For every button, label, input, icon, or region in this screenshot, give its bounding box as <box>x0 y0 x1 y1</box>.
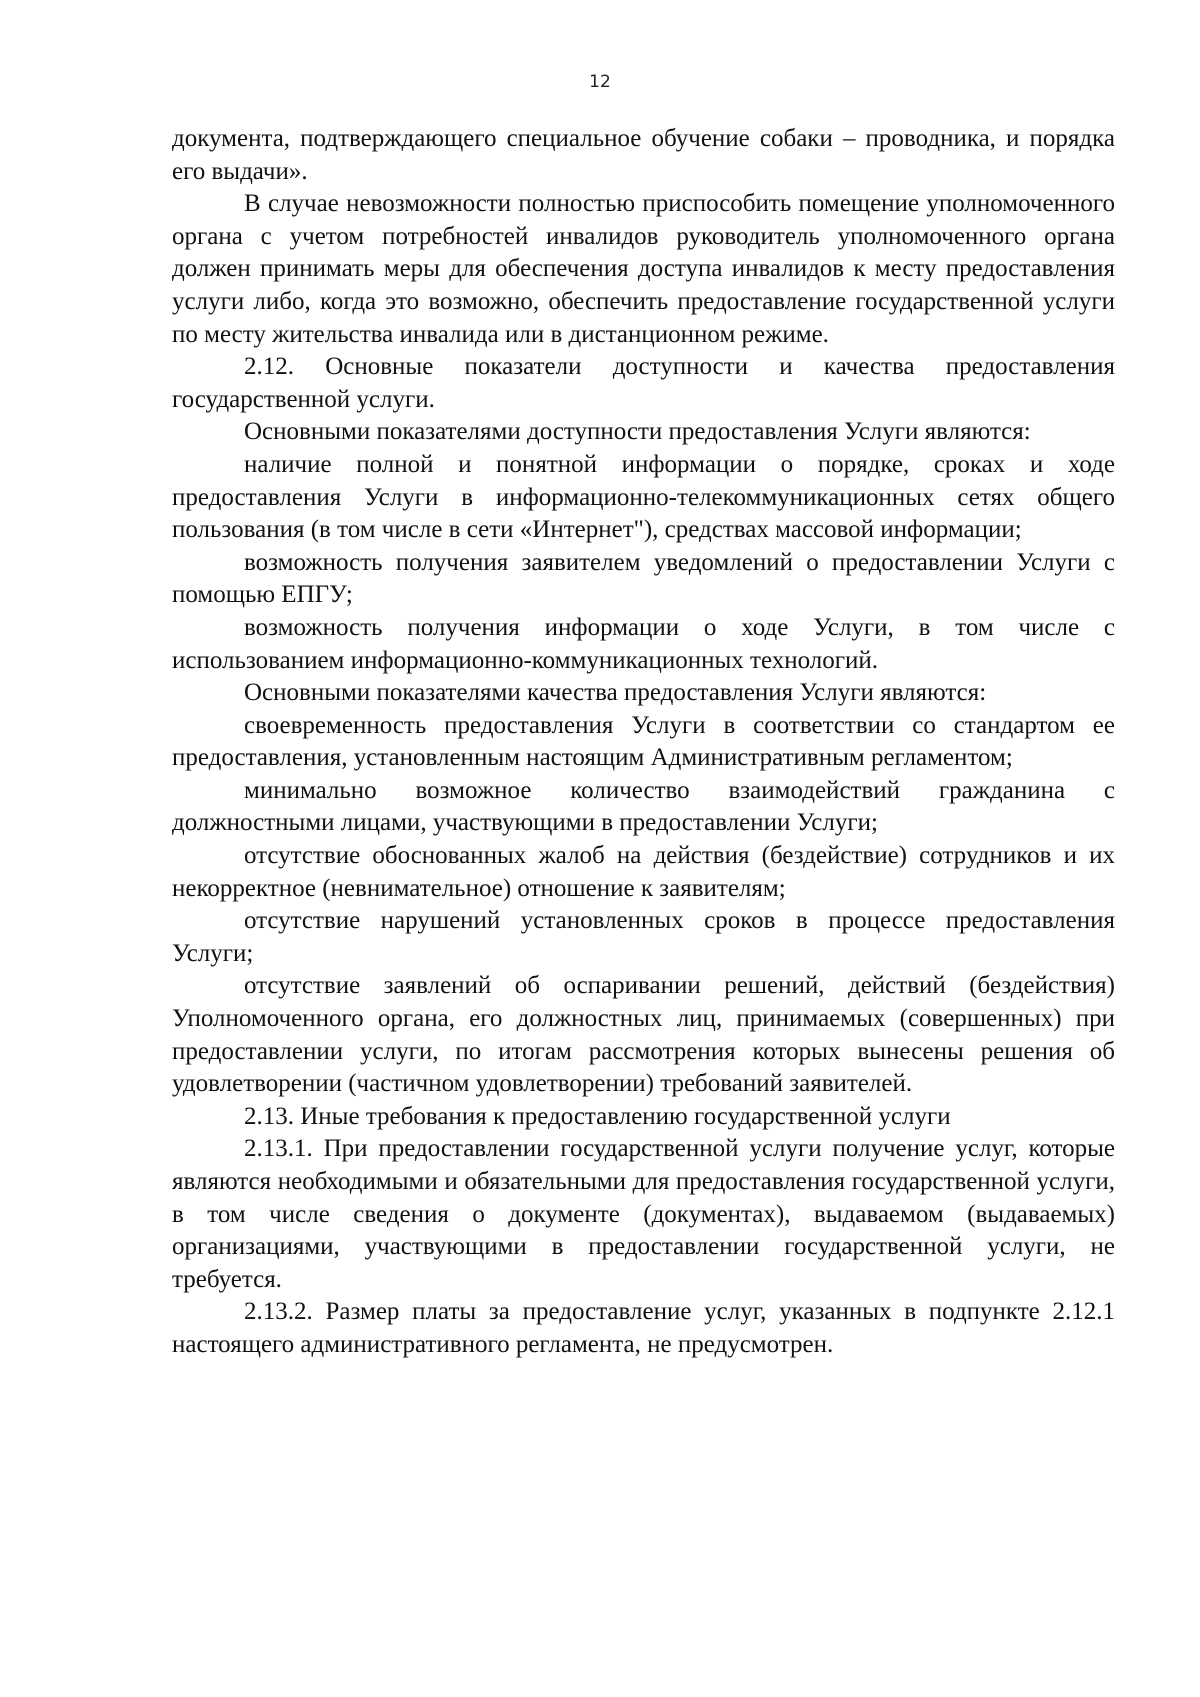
list-item: отсутствие нарушений установленных сроков в процессе предоставления Услуги; <box>172 907 1115 967</box>
list-item: возможность получения заявителем уведомлений о предоставлении Услуги с помощью ЕПГУ; <box>172 548 1115 609</box>
document-body <box>172 123 1115 1362</box>
list-item: возможность получения информации о ходе Услуги, в том числе с использованием информационно-коммуникационных технологий. <box>172 613 1115 674</box>
list-item: минимально возможное количество взаимодействий гражданина с должностными лицами, участвующими в предоставлении Услуги; <box>172 776 1115 837</box>
list-item: наличие полной и понятной информации о порядке, сроках и ходе предоставления Услуги в информационно-телекоммуникационных сетях общего пользования (в том числе в сети «Интернет"), средствах массовой информации; <box>172 450 1115 544</box>
paragraph-continuation: документа, подтверждающего специальное обучение собаки – проводника, и порядка его выдачи». <box>172 125 1115 185</box>
paragraph: Основными показателями качества предоставления Услуги являются: <box>244 679 987 707</box>
section-heading-2-13: 2.13. Иные требования к предоставлению государственной услуги <box>244 1102 951 1130</box>
list-item: отсутствие обоснованных жалоб на действия (бездействие) сотрудников и их некорректное (невнимательное) отношение к заявителям; <box>172 842 1115 902</box>
paragraph: В случае невозможности полностью приспособить помещение уполномоченного органа с учетом потребностей инвалидов руководитель уполномоченного органа должен принимать меры для обеспечения доступа инвалидов к месту предоставления услуги либо, когда это возможно, обеспечить предоставление государственной услуги по месту жительства инвалида или в дистанционном режиме. <box>172 190 1115 348</box>
list-item: своевременность предоставления Услуги в соответствии со стандартом ее предоставления, установленным настоящим Административным регламентом; <box>172 711 1115 772</box>
page-number: 12 <box>589 72 611 92</box>
list-item: отсутствие заявлений об оспаривании решений, действий (бездействия) Уполномоченного органа, его должностных лиц, принимаемых (совершенных) при предоставлении услуги, по итогам рассмотрения которых вынесены решения об удовлетворении (частичном удовлетворении) требований заявителей. <box>172 972 1115 1098</box>
paragraph: Основными показателями доступности предоставления Услуги являются: <box>244 418 1031 446</box>
section-heading-2-12: 2.12. Основные показатели доступности и качества предоставления государственной услуги. <box>172 353 1115 413</box>
subsection-2-13-2: 2.13.2. Размер платы за предоставление услуг, указанных в подпункте 2.12.1 настоящего административного регламента, не предусмотрен. <box>172 1298 1115 1358</box>
subsection-2-13-1: 2.13.1. При предоставлении государственной услуги получение услуг, которые являются необходимыми и обязательными для предоставления государственной услуги, в том числе сведения о документе (документах), выдаваемом (выдаваемых) организациями, участвующими в предоставлении государственной услуги, не требуется. <box>172 1135 1115 1293</box>
